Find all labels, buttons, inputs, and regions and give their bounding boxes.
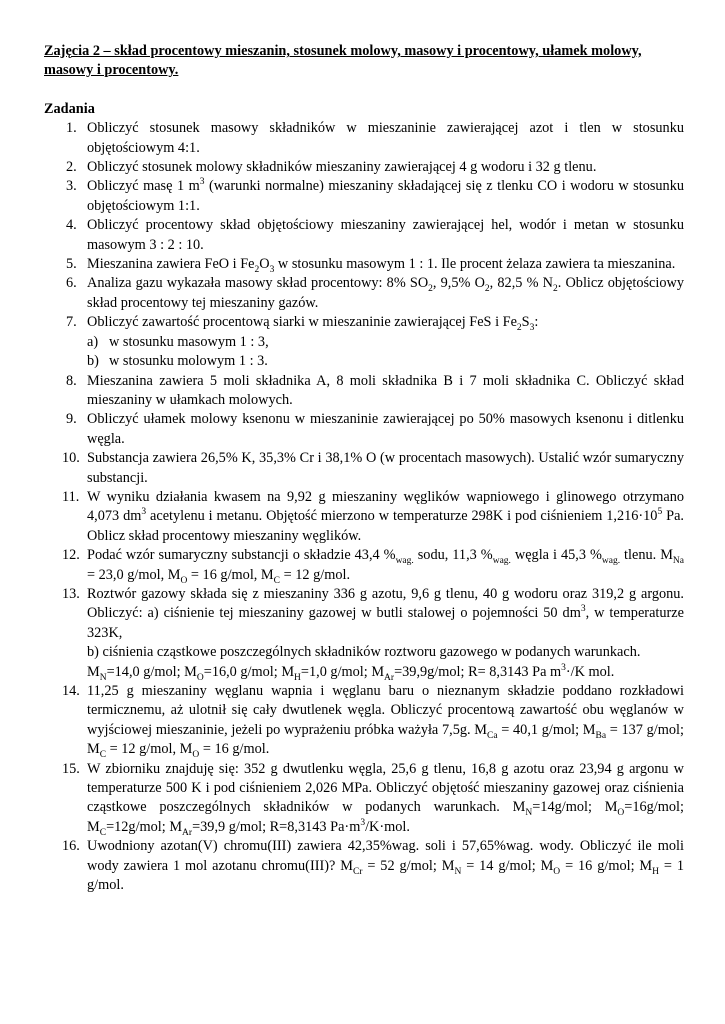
task-text: . Oblicz objętościowy skład procentowy tej mieszaniny gazów. xyxy=(87,275,684,311)
task-item-8 xyxy=(44,372,684,411)
subscript: Cr xyxy=(352,866,363,877)
task-text: Obliczyć masę 1 m xyxy=(87,178,200,195)
task-text: = 16 g/mol, M xyxy=(187,566,274,583)
subtask-label: a) xyxy=(87,333,99,350)
subscript: H xyxy=(294,672,301,683)
task-text: = 1 g/mol. xyxy=(87,857,685,894)
subscript: 2 xyxy=(254,264,260,275)
subscript: 3 xyxy=(529,323,535,334)
superscript: 3 xyxy=(580,604,586,615)
task-text: =14,0 g/mol; M xyxy=(106,663,197,680)
subtask-b xyxy=(87,352,684,371)
task-text: Obliczyć procentowy skład objętościowy mieszaniny zawierającej hel, wodór i metan w stosunku masowym 3 : 2 : 10. xyxy=(87,217,684,253)
subscript: H xyxy=(652,866,660,877)
task-text: = 137 g/mol; M xyxy=(87,721,684,758)
document-page xyxy=(44,42,684,895)
task-text: W zbiorniku znajduję się: 352 g dwutlenku węgla, 25,6 g tlenu, 16,8 g azotu oraz 23,94 g argonu w temperaturze 500 K i pod ciśnieniem 2,026 MPa. Obliczyć objętość mieszaniny gazowej oraz ciśnienia cząstkowe poszczególnych składników w podanych warunkach. M xyxy=(87,760,684,816)
subscript: Na xyxy=(672,556,684,567)
task-text: b) ciśnienia cząstkowe poszczególnych składników roztworu gazowego w podanych warunkach. xyxy=(87,644,641,661)
task-item-15 xyxy=(44,760,684,838)
task-text: M xyxy=(87,663,100,680)
task-text: =1,0 g/mol; M xyxy=(300,663,385,680)
subscript: 2 xyxy=(484,284,490,295)
task-text: =39,9g/mol; R= 8,3143 Pa m xyxy=(394,663,562,680)
task-text: = 12 g/mol. xyxy=(280,566,351,583)
task-number: 14. xyxy=(62,683,80,699)
task-text: = 12 g/mol, M xyxy=(106,741,193,758)
task-text: Obliczyć stosunek molowy składników mieszaniny zawierającej 4 g wodoru i 32 g tlenu. xyxy=(87,159,597,176)
superscript: 3 xyxy=(199,177,205,188)
subtask-text: w stosunku molowym 1 : 3. xyxy=(109,353,268,370)
subscript: Ca xyxy=(487,730,498,741)
task-number: 9. xyxy=(66,411,77,428)
task-text: (warunki normalne) mieszaniny składającej się z tlenku CO i wodoru w stosunku objętościowym 1:1. xyxy=(87,178,684,214)
task-item-13 xyxy=(44,585,684,682)
subtask-a xyxy=(87,333,684,352)
task-text: O xyxy=(259,256,270,273)
subscript: Ba xyxy=(595,730,607,741)
task-number: 8. xyxy=(66,372,77,389)
subscript: O xyxy=(180,575,188,586)
task-text: Uwodniony azotan(V) chromu(III) zawiera 42,35%wag. soli i 57,65%wag. wody. Obliczyć ile moli wody zawiera 1 mol azotanu chromu(III)? M xyxy=(87,838,684,874)
task-text: Obliczyć ułamek molowy ksenonu w mieszaninie zawierającej po 50% masowych ksenonu i ditlenku węgla. xyxy=(87,411,684,447)
subscript: O xyxy=(617,808,625,819)
subscript: wag. xyxy=(601,556,621,567)
task-item-12 xyxy=(44,546,684,585)
task-text: , 9,5% O xyxy=(432,275,485,292)
task-text: sodu, 11,3 % xyxy=(413,547,493,564)
subscript: O xyxy=(196,672,204,683)
task-text: acetylenu i metanu. Objętość mierzono w temperaturze 298K i pod ciśnieniem 1,216·10 xyxy=(146,508,658,525)
subscript: Ar xyxy=(182,827,193,838)
task-text: = 23,0 g/mol, M xyxy=(87,566,181,583)
subscript: 2 xyxy=(428,284,433,295)
task-number: 11. xyxy=(62,488,80,505)
task-list xyxy=(44,119,684,895)
task-text: w stosunku masowym 1 : 1. Ile procent żelaza zawiera ta mieszanina. xyxy=(274,256,676,273)
task-number: 5. xyxy=(66,256,77,273)
task-text: Podać wzór sumaryczny substancji o składzie 43,4 % xyxy=(87,547,396,564)
task-text: , 82,5 % N xyxy=(489,275,553,292)
task-number: 4. xyxy=(66,217,77,234)
task-text: =16g/mol; M xyxy=(87,799,684,835)
task-number: 1. xyxy=(66,120,77,137)
task-text: = 52 g/mol; M xyxy=(362,857,455,874)
task-text: Mieszanina zawiera 5 moli składnika A, 8 moli składnika B i 7 moli składnika C. Obliczyć skład mieszaniny w ułamkach molowych. xyxy=(87,372,684,408)
task-number: 12. xyxy=(62,547,80,564)
task-item-7 xyxy=(44,313,684,371)
subscript: 2 xyxy=(516,323,522,334)
task-item-14 xyxy=(44,682,684,760)
task-number: 6. xyxy=(66,275,77,292)
task-number: 7. xyxy=(66,314,77,331)
task-text: =16,0 g/mol; M xyxy=(203,663,295,680)
subscript: N xyxy=(525,808,533,819)
task-text: Substancja zawiera 26,5% K, 35,3% Cr i 38,1% O (w procentach masowych). Ustalić wzór sumaryczny substancji. xyxy=(87,450,684,486)
subscript: 2 xyxy=(552,284,558,295)
title-line-2: masowy i procentowy. xyxy=(44,62,179,79)
task-text: Pa. Oblicz skład procentowy mieszaniny węglików. xyxy=(87,508,684,544)
subscript: wag. xyxy=(395,556,414,567)
subscript: 3 xyxy=(269,264,275,275)
subscript: N xyxy=(99,672,107,683)
task-text: tlenu. M xyxy=(620,547,673,564)
subscript: C xyxy=(99,827,107,838)
task-text: /K·mol. xyxy=(365,818,410,835)
subscript: O xyxy=(553,866,561,877)
task-item-10 xyxy=(44,449,684,488)
task-text: = 16 g/mol. xyxy=(199,741,270,758)
superscript: 5 xyxy=(657,507,663,518)
task-text: Mieszanina zawiera FeO i Fe xyxy=(87,256,255,273)
task-text: węgla i 45,3 % xyxy=(510,547,602,564)
subscript: O xyxy=(192,750,200,761)
subscript: wag. xyxy=(492,556,511,567)
task-text: Analiza gazu wykazała masowy skład procentowy: 8% SO xyxy=(87,275,429,292)
superscript: 3 xyxy=(561,662,566,673)
task-text: = 16 g/mol; M xyxy=(560,857,653,874)
task-number: 15. xyxy=(62,760,80,777)
superscript: 3 xyxy=(360,818,366,829)
task-item-3 xyxy=(44,177,684,216)
subscript: C xyxy=(99,750,107,761)
task-constants xyxy=(87,663,684,682)
task-number: 2. xyxy=(66,159,77,176)
task-text: : xyxy=(534,314,539,331)
section-heading: Zadania xyxy=(44,100,95,117)
task-text: Roztwór gazowy składa się z mieszaniny 336 g azotu, 9,6 g tlenu, 40 g wodoru oraz 319,2 g argonu. Obliczyć: a) ciśnienie tej mieszaniny gazowej w butli stalowej o pojemności 50 dm xyxy=(87,585,684,622)
task-item-1 xyxy=(44,119,684,158)
task-subpart-b xyxy=(87,643,684,662)
subscript: N xyxy=(454,866,462,877)
subscript: Ar xyxy=(384,672,395,683)
subtask-label: b) xyxy=(87,353,99,370)
subtask-text: w stosunku masowym 1 : 3, xyxy=(109,333,269,350)
subscript: C xyxy=(273,575,280,586)
task-item-9 xyxy=(44,410,684,449)
task-item-2 xyxy=(44,158,684,177)
task-item-4 xyxy=(44,216,684,255)
task-text: ·/K mol. xyxy=(565,663,615,680)
title-line-1: Zajęcia 2 – skład procentowy mieszanin, stosunek molowy, masowy i procentowy, ułamek molowy, xyxy=(44,43,642,59)
page-title xyxy=(44,42,684,81)
superscript: 3 xyxy=(141,507,147,518)
task-number: 16. xyxy=(62,838,80,855)
task-text: W wyniku działania kwasem na 9,92 g mieszaniny węglików wapniowego i glinowego otrzymano 4,073 dm xyxy=(87,488,684,525)
task-text: 11,25 g mieszaniny węglanu wapnia i węglanu baru o nieznanym składzie poddano rozkładowi termicznemu, aż ulotnił się cały dwutlenek węgla. Obliczyć procentową zawartość obu węglanów w wyjściowej mieszaninie, jeżeli po wyprażeniu próbka ważyła 7,5g. M xyxy=(87,683,684,738)
task-number: 13. xyxy=(62,585,80,602)
task-item-5 xyxy=(44,255,684,274)
task-text: = 40,1 g/mol; M xyxy=(497,721,596,738)
task-item-16 xyxy=(44,837,684,895)
task-text: S xyxy=(521,314,530,331)
task-text: Obliczyć stosunek masowy składników w mieszaninie zawierającej azot i tlen w stosunku objętościowym 4:1. xyxy=(87,120,684,156)
task-text: , w temperaturze 323K, xyxy=(87,605,684,641)
task-text: Obliczyć zawartość procentową siarki w mieszaninie zawierającej FeS i Fe xyxy=(87,314,517,331)
task-text: =14g/mol; M xyxy=(532,799,618,816)
task-text: =39,9 g/mol; R=8,3143 Pa·m xyxy=(192,818,361,835)
task-number: 10. xyxy=(62,450,80,467)
task-number: 3. xyxy=(66,178,77,195)
task-text: =12g/mol; M xyxy=(106,818,183,835)
task-item-6 xyxy=(44,274,684,313)
task-item-11 xyxy=(44,488,684,546)
task-text: = 14 g/mol; M xyxy=(461,857,554,874)
